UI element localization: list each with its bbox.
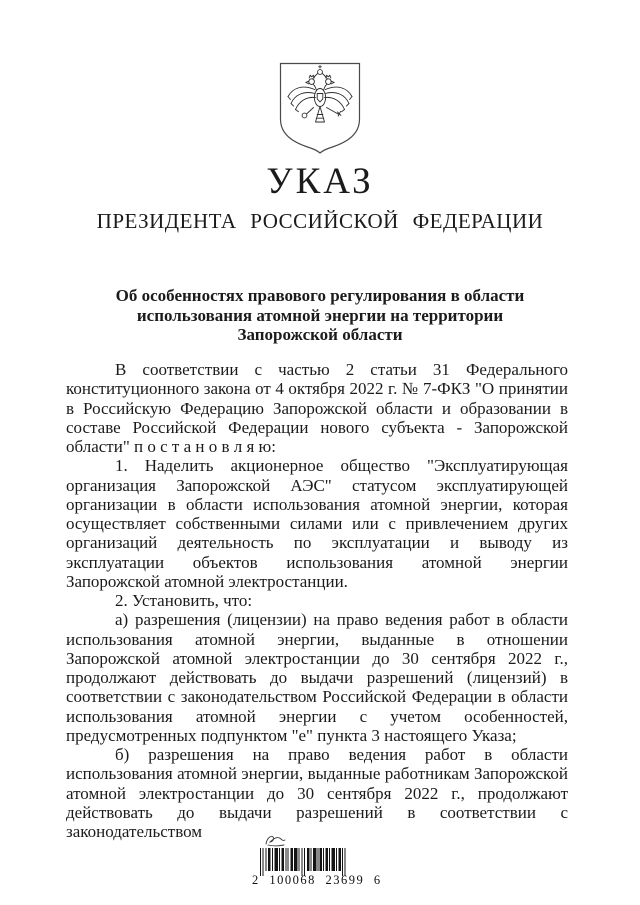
signature-squiggle-mark <box>264 833 290 847</box>
decree-body <box>66 360 568 841</box>
subject-line-2: использования атомной энергии на территории <box>136 305 504 325</box>
clause-2: 2. Установить, что: <box>115 591 253 610</box>
barcode-digits: 2 100068 23699 6 <box>252 873 382 887</box>
subject-line-1: Об особенностях правового регулирования в области <box>115 286 525 305</box>
paragraph-preamble: В соответствии с частью 2 статьи 31 Федерального конституционного закона от 4 октября 2022 г. № 7-ФКЗ "О принятии в Российскую Федерацию Запорожской области и образовании в составе Российской Федерации нового субъекта - Запорожской области" п о с т а н о в л я ю: <box>66 360 568 456</box>
russia-coat-of-arms-icon <box>279 62 361 154</box>
decree-issuer-line: ПРЕЗИДЕНТА РОССИЙСКОЙ ФЕДЕРАЦИИ <box>96 209 544 233</box>
subject-line-3: Запорожской области <box>237 325 403 344</box>
clause-2a: а) разрешения (лицензии) на право ведения работ в области использования атомной энергии, выданные в отношении Запорожской атомной электростанции до 30 сентября 2022 г., продолжают действовать до выдачи разрешений (лицензий) в соответствии с законодательством Российской Федерации в области использования атомной энергии с учетом особенностей, предусмотренных подпунктом "е" пункта 3 настоящего Указа; <box>66 610 568 745</box>
decree-subject-heading <box>0 286 640 345</box>
clause-1: 1. Наделить акционерное общество "Эксплуатирующая организация Запорожской АЭС" статусом эксплуатирующей организации в области использования атомной энергии, которая осуществляет собственными силами или с привлечением других организаций деятельность по эксплуатации и выводу из эксплуатации объектов использования атомной энергии Запорожской атомной электростанции. <box>66 456 568 591</box>
decree-type-title: УКАЗ <box>266 161 374 202</box>
clause-2b: б) разрешения на право ведения работ в области использования атомной энергии, выданные работникам Запорожской атомной электростанции до 30 сентября 2022 г., продолжают действовать до выдачи разрешений в соответствии с законодательством <box>66 745 568 841</box>
